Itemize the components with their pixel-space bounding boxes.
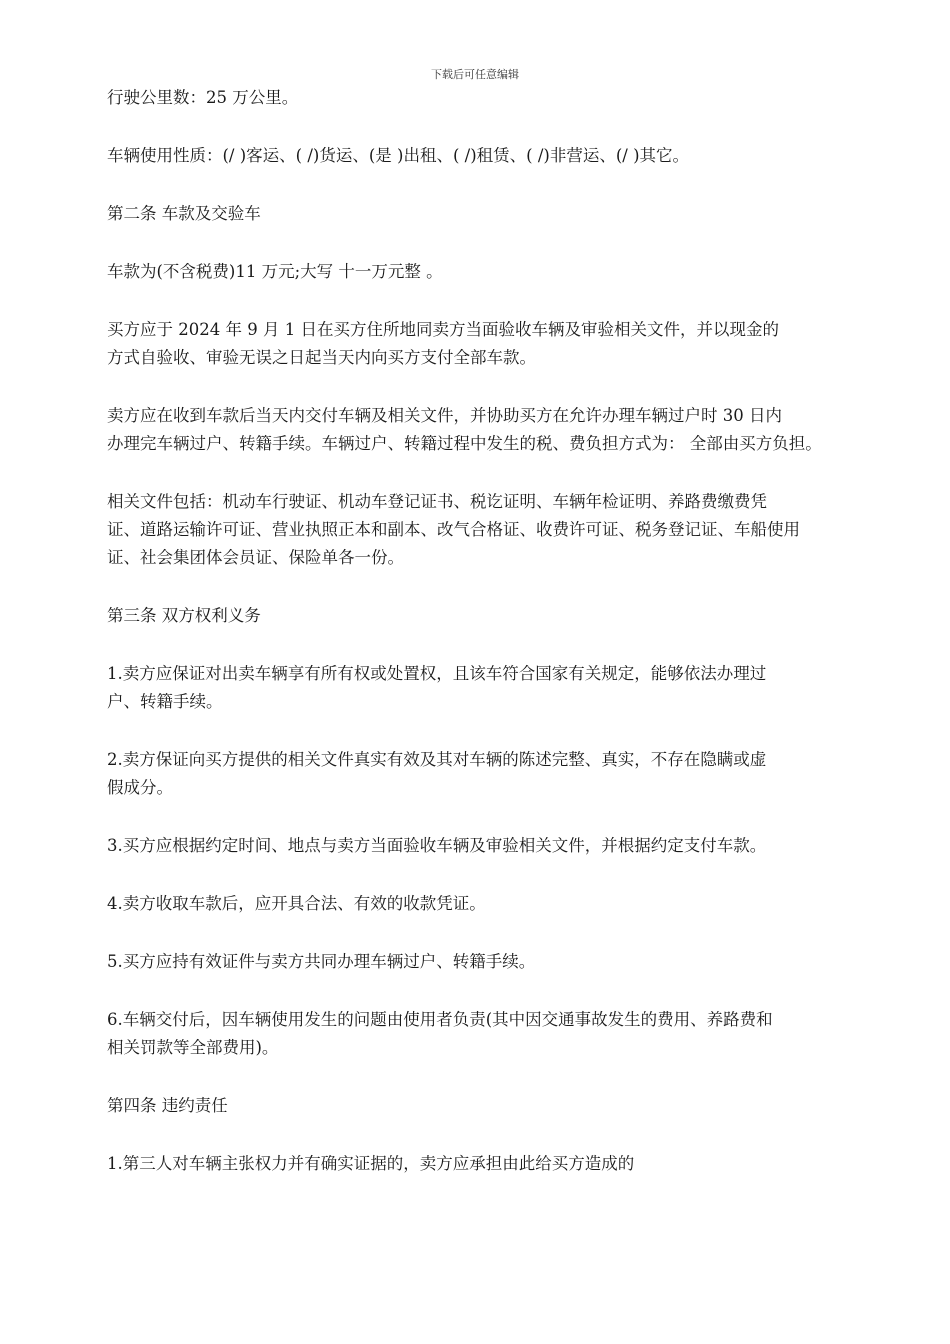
text-line: 车辆使用性质：(/ )客运、( /)货运、(是 )出租、( /)租赁、( /)非营运、(/ )其它。 [107,146,690,165]
section-heading: 第二条 车款及交验车 [107,204,261,223]
clause-liability-1 [107,1150,897,1178]
text-line: 证、道路运输许可证、营业执照正本和副本、改气合格证、收费许可证、税务登记证、车船使用 [107,520,800,539]
text-line: 方式自验收、审验无误之日起当天内向买方支付全部车款。 [107,348,536,367]
paragraph-documents [107,488,897,572]
text-line: 5.买方应持有效证件与卖方共同办理车辆过户、转籍手续。 [107,952,536,971]
article-4-heading [107,1092,897,1120]
clause-rights-2 [107,746,897,802]
text-line: 1.卖方应保证对出卖车辆享有所有权或处置权，且该车符合国家有关规定，能够依法办理过 [107,664,767,683]
text-line: 户、转籍手续。 [107,692,223,711]
document-body [107,84,897,1178]
text-line: 卖方应在收到车款后当天内交付车辆及相关文件，并协助买方在允许办理车辆过户时 30 日内 [107,406,782,425]
clause-rights-1 [107,660,897,716]
article-3-heading [107,602,897,630]
text-line: 证、社会集团体会员证、保险单各一份。 [107,548,404,567]
clause-rights-3 [107,832,897,860]
paragraph-mileage [107,84,897,112]
clause-rights-6 [107,1006,897,1062]
article-2-heading [107,200,897,228]
text-line: 6.车辆交付后，因车辆使用发生的问题由使用者负责(其中因交通事故发生的费用、养路费和 [107,1010,773,1029]
text-line: 车款为(不含税费)11 万元;大写 十一万元整 。 [107,262,443,281]
paragraph-buyer-inspect [107,316,897,372]
text-line: 相关罚款等全部费用)。 [107,1038,279,1057]
text-line: 3.买方应根据约定时间、地点与卖方当面验收车辆及审验相关文件，并根据约定支付车款。 [107,836,767,855]
text-line: 买方应于 2024 年 9 月 1 日在买方住所地同卖方当面验收车辆及审验相关文件，并以现金的 [107,320,779,339]
section-heading: 第三条 双方权利义务 [107,606,261,625]
clause-rights-5 [107,948,897,976]
paragraph-seller-deliver [107,402,897,458]
text-line: 4.卖方收取车款后，应开具合法、有效的收款凭证。 [107,894,486,913]
text-line: 2.卖方保证向买方提供的相关文件真实有效及其对车辆的陈述完整、真实，不存在隐瞒或虚 [107,750,767,769]
text-line: 行驶公里数：25 万公里。 [107,88,299,107]
text-line: 1.第三人对车辆主张权力并有确实证据的，卖方应承担由此给买方造成的 [107,1154,635,1173]
text-line: 假成分。 [107,778,173,797]
paragraph-usage [107,142,897,170]
text-line: 办理完车辆过户、转籍手续。车辆过户、转籍过程中发生的税、费负担方式为： 全部由买方负担。 [107,434,822,453]
section-heading: 第四条 违约责任 [107,1096,228,1115]
paragraph-price [107,258,897,286]
clause-rights-4 [107,890,897,918]
page-header: 下载后可任意编辑 [431,68,519,81]
text-line: 相关文件包括：机动车行驶证、机动车登记证书、税讫证明、车辆年检证明、养路费缴费凭 [107,492,767,511]
